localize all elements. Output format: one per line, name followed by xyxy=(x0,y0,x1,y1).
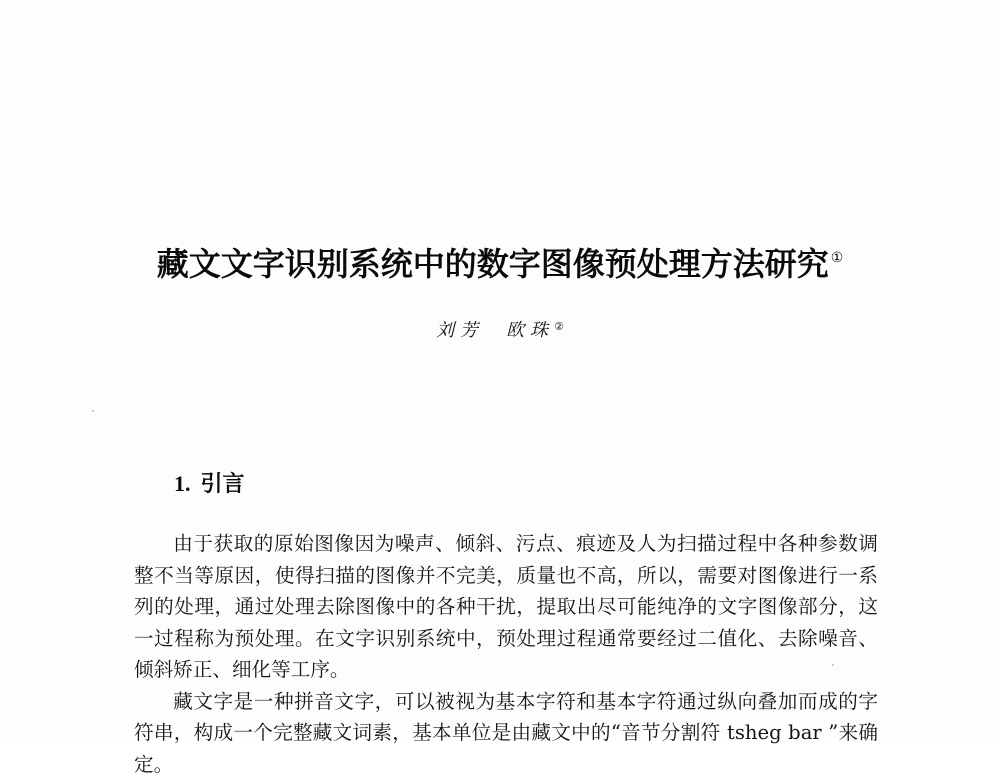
author-line xyxy=(0,318,1000,344)
author-footnote-marker: ② xyxy=(554,320,564,333)
author-name-2: 欧珠 xyxy=(506,320,554,341)
title-footnote-marker: ① xyxy=(831,250,844,266)
section-title: 引言 xyxy=(201,472,245,497)
author-name-1: 刘芳 xyxy=(436,320,484,341)
scan-speck xyxy=(832,664,834,666)
paragraph-2: 藏文字是一种拼音文字，可以被视为基本字符和基本字符通过纵向叠加而成的字符串，构成一个完整藏文词素，基本单位是由藏文中的“音节分割符 tsheg bar ”来确定。 xyxy=(134,686,878,780)
scan-speck xyxy=(92,410,94,412)
section-heading xyxy=(174,470,245,499)
paper-title xyxy=(0,244,1000,284)
paragraph-1: 由于获取的原始图像因为噪声、倾斜、污点、痕迹及人为扫描过程中各种参数调整不当等原因，使得扫描的图像并不完美，质量也不高，所以，需要对图像进行一系列的处理，通过处理去除图像中的各种干扰，提取出尽可能纯净的文字图像部分，这一过程称为预处理。在文字识别系统中，预处理过程通常要经过二值化、去除噪音、倾斜矫正、细化等工序。 xyxy=(134,528,878,686)
paper-title-text: 藏文文字识别系统中的数字图像预处理方法研究 xyxy=(157,245,829,283)
section-number: 1. xyxy=(174,471,191,496)
body-text xyxy=(134,528,878,780)
